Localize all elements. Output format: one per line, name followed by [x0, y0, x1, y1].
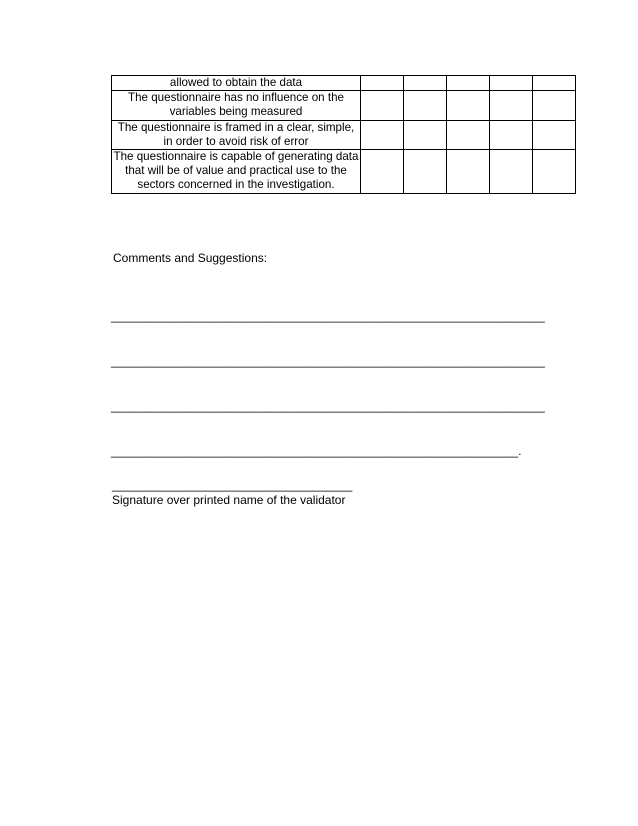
rating-cell [533, 150, 576, 194]
criterion-cell: The questionnaire is framed in a clear, simple, in order to avoid risk of error [112, 120, 361, 149]
signature-line: ____________________________________ [112, 478, 353, 492]
rating-cell [404, 150, 447, 194]
rating-cell [361, 76, 404, 91]
criterion-cell: The questionnaire has no influence on the variables being measured [112, 91, 361, 120]
comment-line: _________________________________________________________________ [111, 309, 545, 323]
rating-cell [447, 76, 490, 91]
rating-cell [490, 76, 533, 91]
rating-cell [361, 120, 404, 149]
rating-cell [533, 76, 576, 91]
criterion-cell: allowed to obtain the data [112, 76, 361, 91]
rating-cell [490, 120, 533, 149]
rating-cell [447, 91, 490, 120]
table-row [112, 91, 576, 120]
rating-cell [404, 76, 447, 91]
rating-cell [361, 91, 404, 120]
rating-cell [490, 91, 533, 120]
comments-area [111, 279, 571, 489]
criterion-cell: The questionnaire is capable of generating data that will be of value and practical use to the sectors concerned in the investigation. [112, 150, 361, 194]
comment-line: _________________________________________________________________ [111, 354, 545, 368]
rating-cell [447, 150, 490, 194]
comment-line: _________________________________________________________________ [111, 399, 545, 413]
table-row [112, 76, 576, 91]
rating-cell [533, 91, 576, 120]
table-row [112, 150, 576, 194]
rating-cell [533, 120, 576, 149]
rating-cell [404, 91, 447, 120]
signature-label: Signature over printed name of the validator [112, 493, 346, 507]
comment-line: _____________________________________________________________. [111, 444, 522, 458]
validation-criteria-table [111, 75, 576, 194]
rating-cell [361, 150, 404, 194]
table-row [112, 120, 576, 149]
comments-label: Comments and Suggestions: [113, 251, 268, 265]
rating-cell [490, 150, 533, 194]
rating-cell [404, 120, 447, 149]
rating-cell [447, 120, 490, 149]
